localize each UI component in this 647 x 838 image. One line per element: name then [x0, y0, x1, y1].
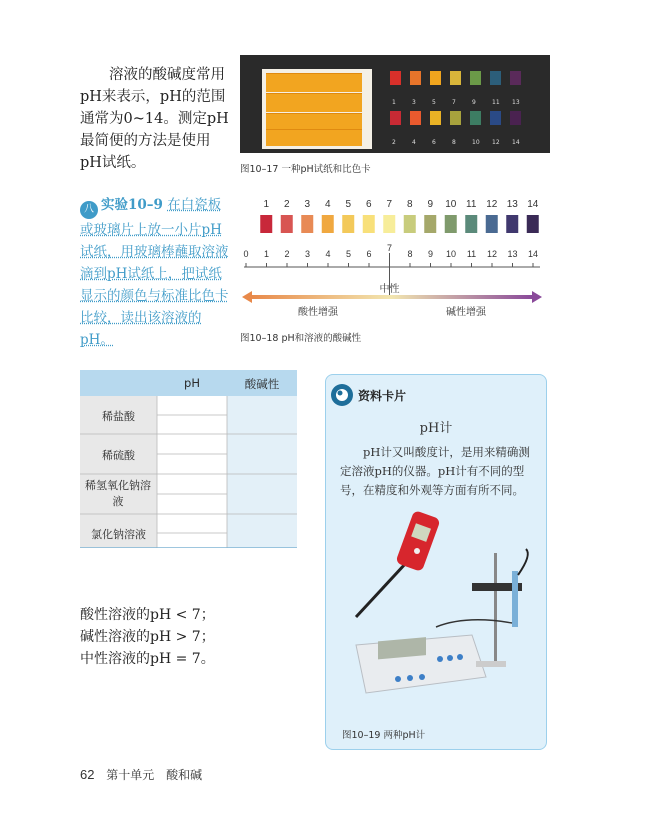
table-row-naoh: 稀氢氧化钠溶液: [85, 479, 151, 508]
scale-number: 3: [304, 199, 311, 210]
intro-paragraph: [80, 64, 230, 174]
scale-number: 11: [466, 199, 477, 210]
color-card-swatch: [510, 111, 521, 125]
conclusion-acid: 酸性溶液的pH < 7；: [80, 607, 215, 623]
intro-text: 溶液的酸碱度常用pH来表示，pH的范围通常为0~14。测定pH最简便的方法是使用pH试纸。: [80, 67, 229, 171]
color-card-number: 4: [412, 139, 416, 146]
color-card-swatch: [450, 111, 461, 125]
axis-tick-label: 3: [304, 249, 311, 259]
acid-label: 酸性增强: [298, 307, 338, 318]
page-number: 62: [80, 767, 95, 782]
color-card-number: 7: [452, 99, 456, 106]
color-card-swatch: [490, 111, 501, 125]
color-card-number: 5: [432, 99, 436, 106]
figure-10-17-caption: 图10–17 一种pH试纸和比色卡: [240, 164, 371, 175]
color-card-swatch: [490, 71, 501, 85]
scale-number: 7: [386, 199, 393, 210]
experiment-label: 实验10–9: [101, 197, 163, 213]
color-card-swatch: [470, 111, 481, 125]
scale-color-swatch: [342, 215, 354, 233]
axis-tick-label: 0: [243, 249, 249, 259]
axis-tick-label: 8: [407, 249, 413, 259]
table-header-ph: pH: [184, 376, 200, 390]
scale-color-swatch: [424, 215, 436, 233]
ph-meters-illustration: [336, 505, 536, 705]
scale-color-swatch: [363, 215, 375, 233]
table-header-acidity: 酸碱性: [244, 377, 280, 391]
color-card-number: 3: [412, 99, 416, 106]
color-card-number: 2: [392, 139, 396, 146]
pen-ph-meter-icon: [356, 510, 441, 617]
scale-color-swatch: [281, 215, 293, 233]
ph-paper-photo: [240, 55, 550, 153]
scale-number: 12: [486, 199, 498, 210]
scale-color-swatch: [465, 215, 477, 233]
experiment-10-9: [80, 194, 230, 351]
axis-tick-label: 5: [345, 249, 352, 259]
color-card-number: 10: [472, 139, 480, 146]
color-card-swatch: [450, 71, 461, 85]
scale-number: 1: [263, 199, 270, 210]
info-card-body: pH计又叫酸度计，是用来精确测定溶液pH的仪器。pH计有不同的型号，在精度和外观等方面有所不同。: [340, 445, 530, 497]
conclusion-neutral: 中性溶液的pH = 7。: [80, 651, 215, 667]
color-card-swatch: [390, 71, 401, 85]
conclusion-base: 碱性溶液的pH > 7；: [80, 629, 215, 645]
experiment-text: 在白瓷板或玻璃片上放一小片pH试纸，用玻璃棒蘸取溶液滴到pH试纸上，把试纸显示的颜色与标准比色卡比较，读出该溶液的pH。: [80, 197, 229, 348]
axis-tick-label: 11: [466, 249, 477, 259]
color-card-number: 1: [392, 99, 396, 106]
info-card-label: 资料卡片: [358, 389, 407, 403]
axis-tick-label: 13: [507, 249, 518, 259]
axis-tick-label: 4: [325, 249, 331, 259]
scale-number: 10: [445, 199, 457, 210]
axis-tick-label: 12: [486, 249, 498, 259]
scale-color-swatch: [383, 215, 395, 233]
seven-label: 7: [386, 243, 393, 253]
color-card-swatch: [410, 71, 421, 85]
scale-color-swatch: [506, 215, 518, 233]
conclusions: [80, 604, 215, 670]
scale-color-swatch: [527, 215, 539, 233]
color-card-number: 8: [452, 139, 456, 146]
info-card-title: pH计: [419, 421, 453, 436]
color-card-number: 6: [432, 139, 436, 146]
scale-number: 13: [506, 199, 518, 210]
info-card: [325, 374, 547, 750]
table-row-h2so4: 稀硫酸: [102, 449, 135, 462]
axis-tick-label: 2: [284, 249, 290, 259]
scale-number: 4: [324, 199, 331, 210]
scale-color-swatch: [260, 215, 272, 233]
color-card-number: 12: [492, 139, 500, 146]
figure-10-19-caption: 图10–19 两种pH计: [342, 730, 426, 741]
color-card-number: 14: [512, 139, 520, 146]
ph-table: [80, 370, 297, 548]
table-row-hcl: 稀盐酸: [102, 410, 135, 423]
axis-tick-label: 6: [366, 249, 372, 259]
scale-number: 8: [406, 199, 413, 210]
color-card-swatch: [430, 111, 441, 125]
page-footer: [80, 766, 202, 783]
color-card-number: 11: [492, 99, 500, 106]
ph-gradient-bar: [250, 295, 532, 299]
acid-arrow-icon: [242, 291, 252, 303]
scale-color-swatch: [486, 215, 498, 233]
scale-number: 6: [365, 199, 372, 210]
footer-chapter: 酸和碱: [166, 768, 203, 782]
axis-tick-label: 10: [445, 249, 457, 259]
footer-unit: 第十单元: [106, 768, 155, 782]
axis-tick-label: 9: [427, 249, 434, 259]
axis-tick-label: 14: [527, 249, 539, 259]
base-arrow-icon: [532, 291, 542, 303]
scale-number: 9: [427, 199, 434, 210]
color-card-swatch: [430, 71, 441, 85]
scale-number: 14: [527, 199, 539, 210]
base-label: 碱性增强: [446, 307, 486, 318]
scale-number: 2: [283, 199, 290, 210]
color-card-swatch: [410, 111, 421, 125]
scale-color-swatch: [404, 215, 416, 233]
scale-color-swatch: [445, 215, 457, 233]
table-row-nacl: 氯化钠溶液: [91, 528, 146, 541]
scale-color-swatch: [322, 215, 334, 233]
color-card-swatch: [390, 111, 401, 125]
figure-10-18-caption: 图10–18 pH和溶液的酸碱性: [240, 333, 362, 344]
ph-scale-figure: [240, 195, 550, 345]
axis-tick-label: 1: [263, 249, 270, 259]
scale-number: 5: [345, 199, 352, 210]
color-card-number: 9: [472, 99, 476, 106]
color-card-swatch: [470, 71, 481, 85]
neutral-label: 中性: [379, 284, 400, 295]
color-card-swatch: [510, 71, 521, 85]
bench-ph-meter-icon: [356, 549, 528, 693]
experiment-badge-icon: 八: [80, 201, 98, 219]
color-card-number: 13: [512, 99, 520, 106]
ph-scale-svg: [240, 195, 550, 325]
scale-color-swatch: [301, 215, 313, 233]
